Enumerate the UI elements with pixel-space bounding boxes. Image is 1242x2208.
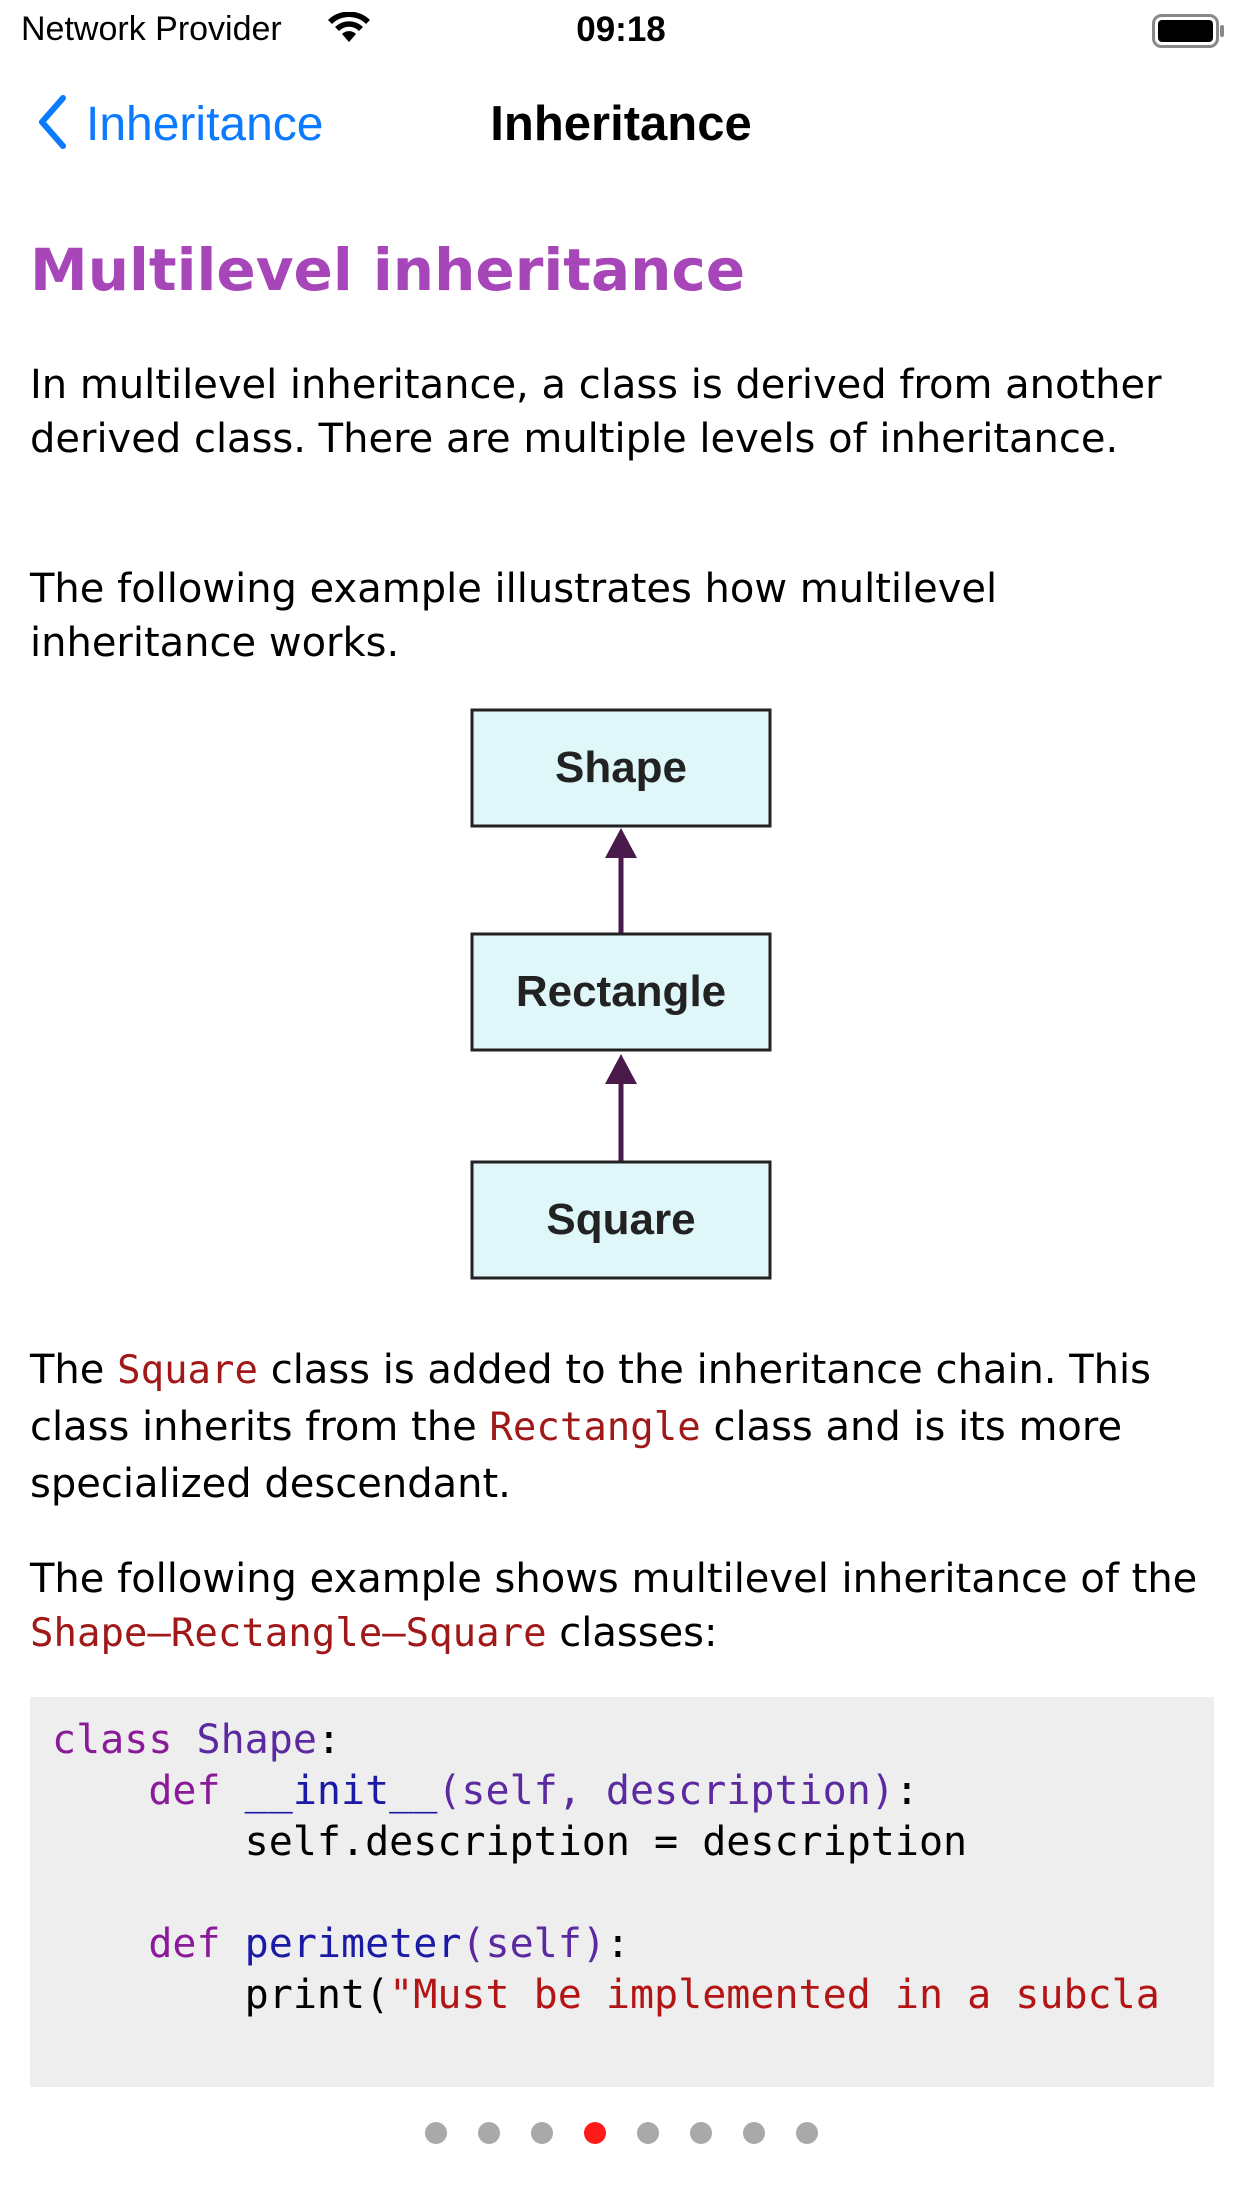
network-provider: Network Provider [21, 10, 282, 48]
page-control[interactable] [0, 2122, 1242, 2144]
diagram-box-rectangle [472, 934, 770, 1050]
page-dot[interactable] [584, 2122, 606, 2144]
diagram-box-shape [472, 710, 770, 826]
section-heading: Multilevel inheritance [30, 236, 746, 304]
text-run: The [30, 1347, 118, 1393]
text-run: class is added to the inheritance chain. This class inherits from the [30, 1347, 1151, 1450]
inline-code-chain: Shape–Rectangle–Square [30, 1611, 547, 1656]
status-bar [0, 0, 1242, 62]
diagram-box-square [472, 1162, 770, 1278]
diagram-arrow-1 [605, 828, 637, 934]
page-dot[interactable] [743, 2122, 765, 2144]
paragraph-code-intro [30, 1552, 1214, 1661]
inline-code-rectangle: Rectangle [489, 1405, 701, 1450]
page-dot[interactable] [637, 2122, 659, 2144]
code-text: class Shape: def __init__(self, description): self.description = description def perimeter(self): print("Must be implemented in a subcla [52, 1717, 1160, 2018]
diagram-label-shape: Shape [554, 743, 688, 792]
clock: 09:18 [576, 10, 666, 49]
page-title: Inheritance [490, 97, 752, 151]
page-dot[interactable] [478, 2122, 500, 2144]
diagram-arrow-2 [605, 1054, 637, 1162]
paragraph-example: The following example illustrates how multilevel inheritance works. [30, 566, 998, 666]
article-content [30, 230, 1214, 2018]
page-dot[interactable] [531, 2122, 553, 2144]
navigation-bar [0, 80, 1242, 172]
diagram-label-rectangle: Rectangle [515, 967, 727, 1016]
battery-icon [1152, 14, 1226, 52]
text-run: classes: [546, 1610, 718, 1656]
paragraph-square [30, 1342, 1214, 1513]
code-block[interactable] [30, 1697, 1214, 2087]
page-dot[interactable] [796, 2122, 818, 2144]
back-button-label: Inheritance [86, 97, 324, 151]
text-run: The following example shows multilevel inheritance of the [30, 1556, 1198, 1602]
text-run: class and is its more specialized descendant. [30, 1404, 1123, 1507]
paragraph-intro: In multilevel inheritance, a class is derived from another derived class. There are multiple levels of inheritance. [30, 362, 1162, 462]
inline-code-square: Square [117, 1348, 258, 1393]
page-dot[interactable] [425, 2122, 447, 2144]
diagram-label-square: Square [546, 1195, 696, 1244]
page-dot[interactable] [690, 2122, 712, 2144]
